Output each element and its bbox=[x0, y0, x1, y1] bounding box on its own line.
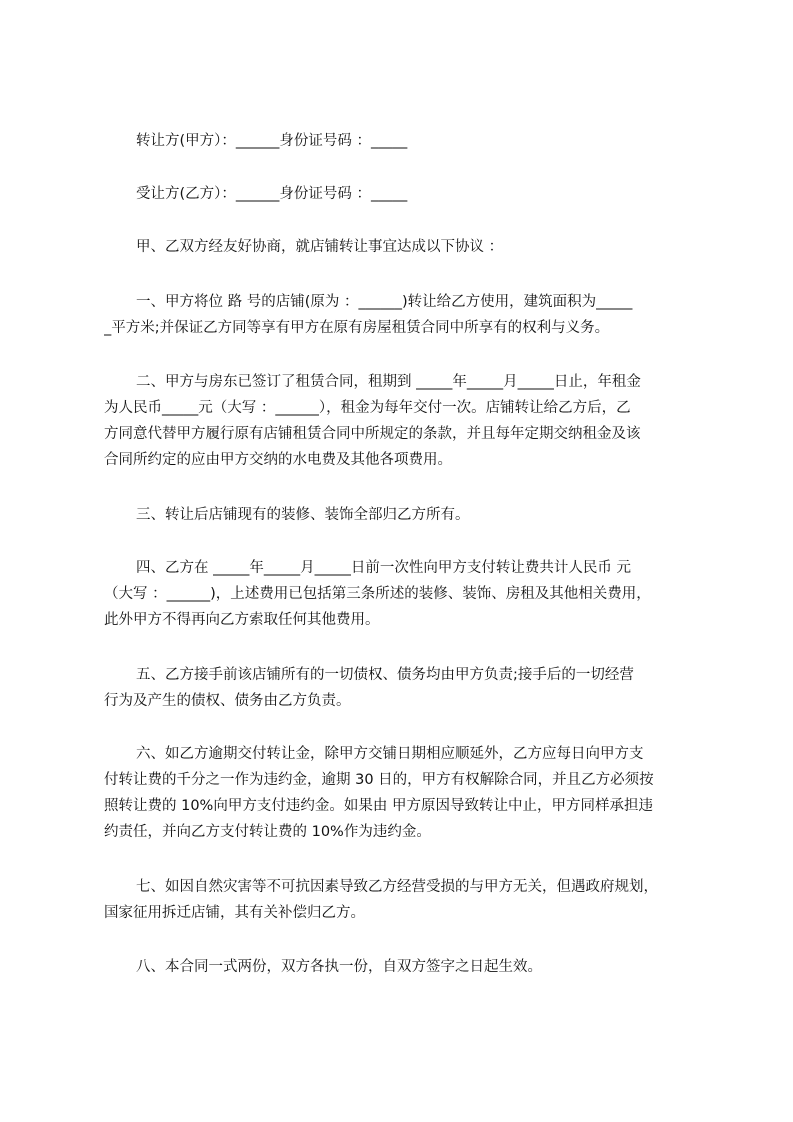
clause-3-line: 三、转让后店铺现有的装修、装饰全部归乙方所有。 bbox=[136, 507, 470, 523]
clause-6-line: 六、如乙方逾期交付转让金，除甲方交铺日期相应顺延外，乙方应每日向甲方支 bbox=[136, 746, 644, 762]
clause-1-line: 一、甲方将位 路 号的店铺(原为 ：______)转让给乙方使用，建筑面积为_____ bbox=[136, 294, 633, 310]
clause-6-line: 约责任，并向乙方支付转让费的 10%作为违约金。 bbox=[104, 824, 431, 840]
clause-7 bbox=[104, 874, 704, 926]
clause-5-line: 五、乙方接手前该店铺所有的一切债权、债务均由甲方负责;接手后的一切经营 bbox=[136, 667, 634, 683]
agreement-intro bbox=[104, 234, 704, 260]
clause-4 bbox=[104, 555, 704, 633]
clause-4-line: 此外甲方不得再向乙方索取任何其他费用。 bbox=[104, 612, 380, 628]
transferee-text: 受让方(乙方）：______身份证号码 ：_____ bbox=[136, 186, 408, 202]
clause-1 bbox=[104, 289, 704, 341]
agreement-intro-text: 甲、乙双方经友好协商，就店铺转让事宜达成以下协议 ： bbox=[136, 239, 504, 255]
clause-4-line: （大写 ：______)，上述费用已包括第三条所述的装修、装饰、房租及其他相关费用， bbox=[104, 586, 651, 602]
clause-1-line: _平方米;并保证乙方同等享有甲方在原有房屋租赁合同中所享有的权利与义务。 bbox=[104, 320, 610, 336]
clause-6 bbox=[104, 741, 704, 845]
clause-2-line: 为人民币_____元（大写 ：______），租金为每年交付一次。店铺转让给乙方后，乙 bbox=[104, 400, 631, 416]
clause-4-line: 四、乙方在 _____年_____月_____日前一次性向甲方支付转让费共计人民币 元 bbox=[136, 560, 631, 576]
clause-5 bbox=[104, 662, 704, 714]
clause-2-line: 方同意代替甲方履行原有店铺租赁合同中所规定的条款，并且每年定期交纳租金及该 bbox=[104, 426, 641, 442]
clause-6-line: 照转让费的 10%向甲方支付违约金。如果由 甲方原因导致转让中止，甲方同样承担违 bbox=[104, 798, 653, 814]
clause-8 bbox=[104, 954, 704, 980]
clause-6-line: 付转让费的千分之一作为违约金，逾期 30 日的，甲方有权解除合同，并且乙方必须按 bbox=[104, 772, 654, 788]
clause-2-line: 二、甲方与房东已签订了租赁合同，租期到 _____年_____月_____日止，年租金 bbox=[136, 374, 641, 390]
clause-2-line: 合同所约定的应由甲方交纳的水电费及其他各项费用。 bbox=[104, 452, 452, 468]
transferee-line bbox=[104, 181, 704, 207]
clause-7-line: 国家征用拆迁店铺，其有关补偿归乙方。 bbox=[104, 905, 365, 921]
transferor-text: 转让方(甲方）：______身份证号码 ：_____ bbox=[136, 133, 408, 149]
clause-7-line: 七、如因自然灾害等不可抗因素导致乙方经营受损的与甲方无关，但遇政府规划， bbox=[136, 879, 658, 895]
transferor-line bbox=[104, 128, 704, 154]
clause-3 bbox=[104, 502, 704, 528]
clause-5-line: 行为及产生的债权、债务由乙方负责。 bbox=[104, 693, 351, 709]
clause-2 bbox=[104, 369, 704, 473]
clause-8-line: 八、本合同一式两份，双方各执一份，自双方签字之日起生效。 bbox=[136, 959, 542, 975]
